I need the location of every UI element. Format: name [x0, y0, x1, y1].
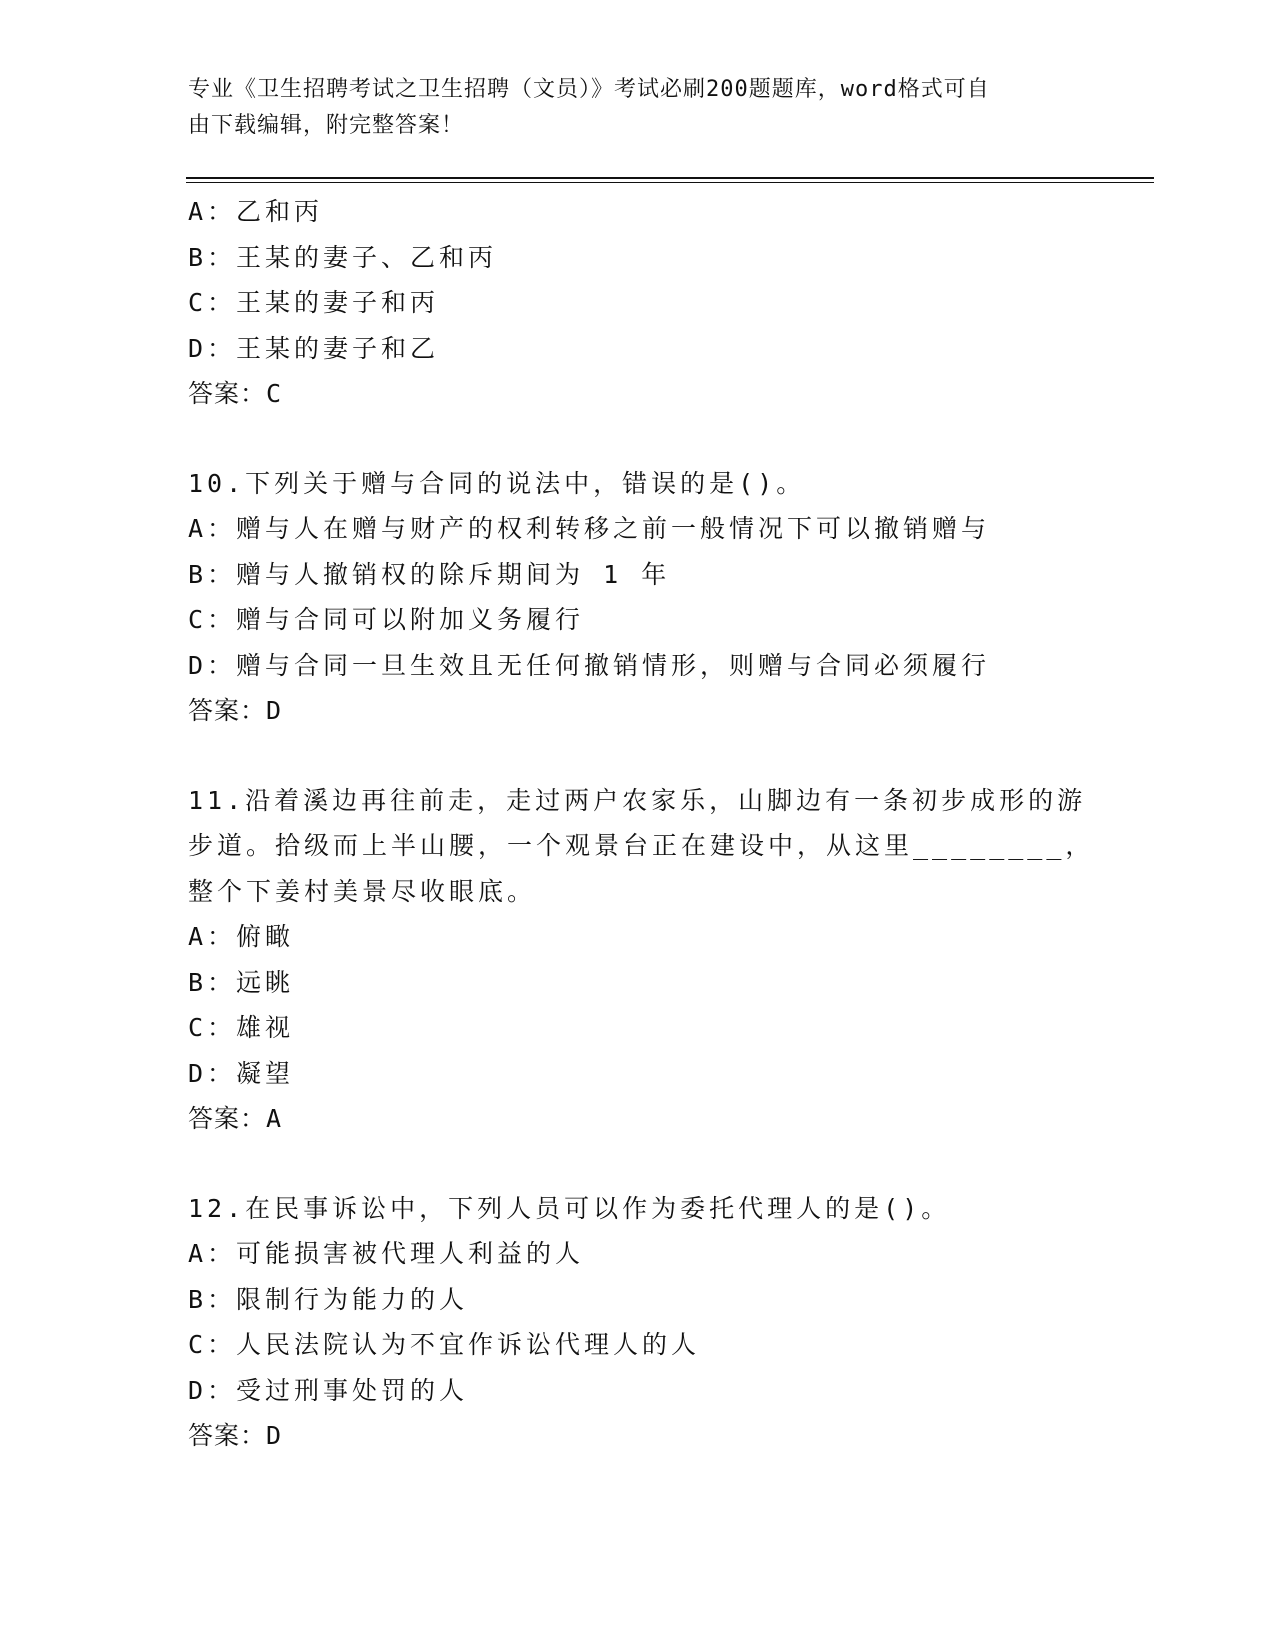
option-d: D：受过刑事处罚的人: [188, 1375, 469, 1405]
answer-line: 答案：C: [188, 379, 283, 408]
question-10-block: [188, 461, 1088, 734]
option-a: A：俯瞰: [188, 922, 295, 951]
option-a: A：乙和丙: [188, 197, 324, 226]
answer-line: 答案：A: [188, 1104, 283, 1133]
option-c: C：人民法院认为不宜作诉讼代理人的人: [188, 1330, 701, 1359]
question-11-block: [188, 778, 1095, 1142]
question-text-line-2: 步道。拾级而上半山腰，一个观景台正在建设中，从这里________，: [188, 831, 1095, 860]
question-9-block: [188, 189, 1088, 417]
header-line-1: 专业《卫生招聘考试之卫生招聘（文员）》考试必刷200题题库，word格式可自: [188, 77, 990, 102]
question-spacer: [188, 417, 1088, 461]
answer-line: 答案：D: [188, 1421, 283, 1450]
option-c: C：赠与合同可以附加义务履行: [188, 605, 585, 634]
question-text-line-1: 11.沿着溪边再往前走，走过两户农家乐，山脚边有一条初步成形的游: [188, 785, 1087, 815]
option-b: B：赠与人撤销权的除斥期间为 1 年: [188, 559, 671, 589]
option-b: B：王某的妻子、乙和丙: [188, 242, 498, 272]
question-text: 12.在民事诉讼中，下列人员可以作为委托代理人的是()。: [188, 1193, 951, 1223]
document-header: [188, 72, 1068, 144]
header-divider-thin: [186, 182, 1154, 183]
question-text-line-3: 整个下姜村美景尽收眼底。: [188, 876, 537, 906]
answer-line: 答案：D: [188, 696, 283, 725]
option-a: A：赠与人在赠与财产的权利转移之前一般情况下可以撤销赠与: [188, 514, 991, 543]
option-c: C：王某的妻子和丙: [188, 288, 440, 317]
question-list: [188, 189, 1095, 1459]
option-b: B：限制行为能力的人: [188, 1284, 469, 1314]
question-12-block: [188, 1186, 1088, 1459]
option-b: B：远眺: [188, 967, 295, 997]
question-spacer: [188, 734, 1088, 778]
header-divider-thick: [186, 177, 1154, 179]
option-d: D：赠与合同一旦生效且无任何撤销情形，则赠与合同必须履行: [188, 650, 991, 680]
question-text: 10.下列关于赠与合同的说法中，错误的是()。: [188, 468, 806, 498]
option-c: C：雄视: [188, 1013, 295, 1042]
option-d: D：凝望: [188, 1058, 295, 1088]
question-spacer: [188, 1142, 1088, 1186]
option-d: D：王某的妻子和乙: [188, 333, 440, 363]
option-a: A：可能损害被代理人利益的人: [188, 1239, 585, 1268]
header-line-2: 由下载编辑，附完整答案！: [188, 113, 465, 138]
